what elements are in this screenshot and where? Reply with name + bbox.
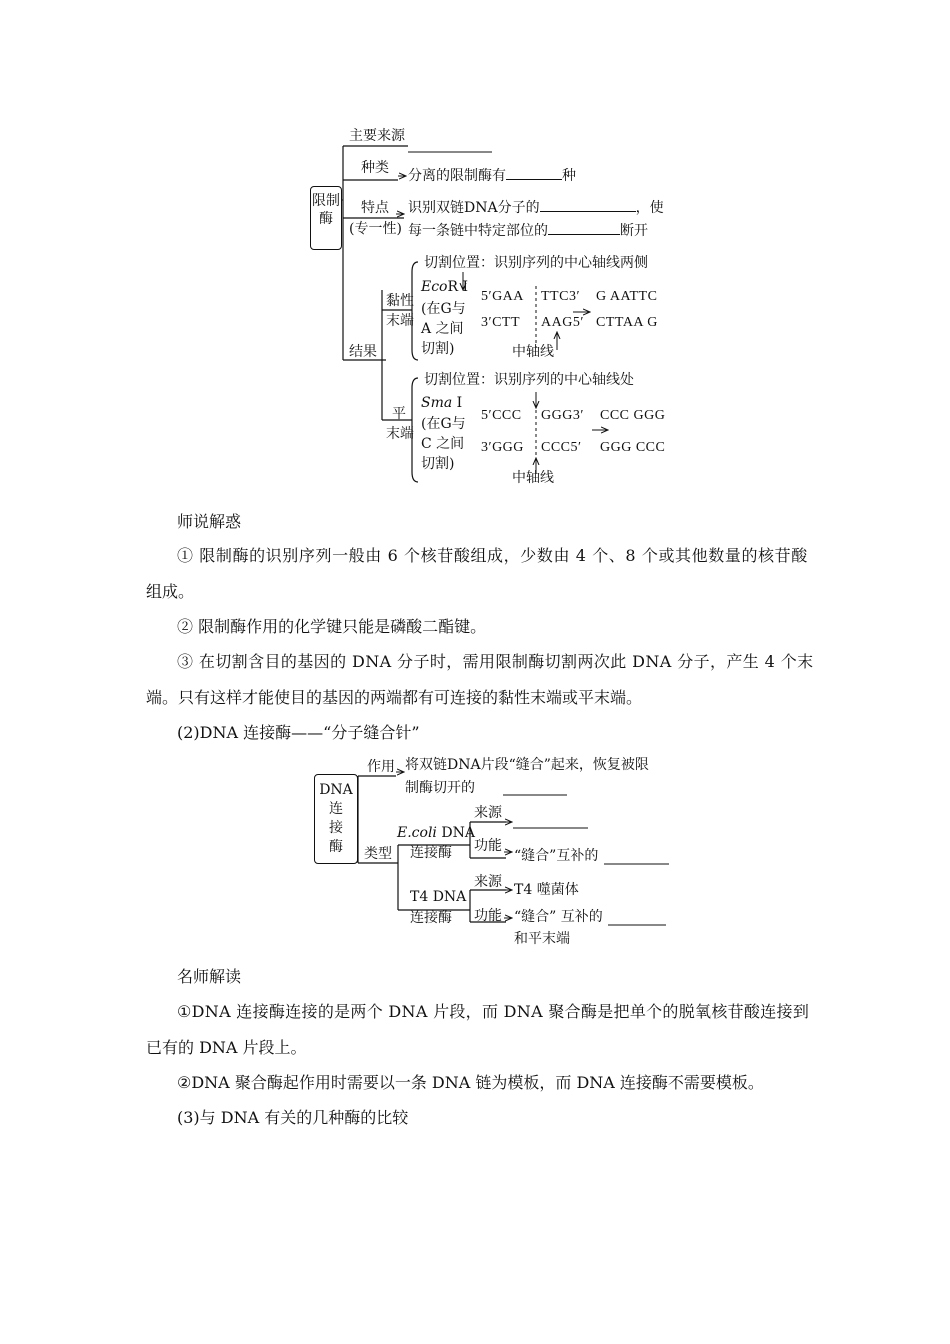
ecoli-function-text: “缝合”互补的 [514, 848, 599, 864]
subsection-3-heading: (3)与 DNA 有关的几种酶的比较 [177, 1108, 409, 1127]
effect-text-2: 制酶切开的 [405, 780, 475, 796]
sticky-label-2: 末端 [386, 313, 414, 329]
effect-label: 作用 [367, 759, 395, 775]
blunt-label-1: 平 [392, 406, 406, 422]
section1-p3-line1: ③ 在切割含目的基因的 DNA 分子时，需用限制酶切割两次此 DNA 分子，产生 4 个末 [177, 652, 814, 671]
types-label-2: 类型 [364, 846, 392, 862]
sticky-seq-bot-left: 3′CTT [481, 315, 521, 330]
sticky-seq-top-left: 5′GAA [481, 289, 524, 304]
t4-ligase-name-2: 连接酶 [410, 910, 452, 926]
sticky-note-3: 切割) [421, 341, 455, 357]
types-label: 种类 [361, 160, 389, 176]
blunt-note-2: C 之间 [421, 436, 465, 452]
root-box-dna-ligase: DNA 连 接 酶 [314, 774, 358, 864]
sticky-seq-bot-right: AAG5′ [541, 315, 584, 330]
section1-heading: 师说解惑 [177, 512, 242, 531]
blunt-axis-label: 中轴线 [512, 470, 554, 486]
blunt-cut-position: 切割位置：识别序列的中心轴线处 [424, 372, 634, 388]
sticky-result-bot: CTTAA G [596, 315, 658, 330]
blunt-seq-bot-right: CCC5′ [541, 440, 582, 455]
t4-function-label: 功能 [474, 908, 502, 924]
source-label: 主要来源 [349, 128, 405, 144]
sticky-cut-position: 切割位置：识别序列的中心轴线两侧 [424, 255, 648, 271]
sticky-result-top: G AATTC [596, 289, 658, 304]
ecoli-ligase-name: E.coli DNA [397, 825, 475, 841]
section1-p3-line2: 端。只有这样才能使目的基因的两端都有可连接的黏性末端或平末端。 [146, 688, 643, 707]
sticky-note-1: (在G与 [421, 301, 466, 317]
section2-p1-line1: ①DNA 连接酶连接的是两个 DNA 片段，而 DNA 聚合酶是把单个的脱氧核苷酸连接到 [177, 1002, 810, 1021]
sticky-seq-top-right: TTC3′ [541, 289, 581, 304]
feature-sub: (专一性) [349, 221, 402, 237]
feature-line1: 识别双链DNA分子的 ，使 [408, 197, 664, 216]
ecoli-ligase-name-2: 连接酶 [410, 845, 452, 861]
t4-function-text-2: 和平末端 [514, 931, 570, 947]
section2-p2: ②DNA 聚合酶起作用时需要以一条 DNA 链为模板，而 DNA 连接酶不需要模板。 [177, 1073, 764, 1092]
sticky-label-1: 黏性 [386, 293, 414, 309]
sticky-note-2: A 之间 [421, 321, 464, 337]
blunt-label-2: 末端 [386, 426, 414, 442]
t4-ligase-name: T4 DNA [410, 889, 467, 905]
t4-source-text: T4 噬菌体 [514, 882, 579, 898]
blunt-note-1: (在G与 [421, 416, 466, 432]
section1-p1-line2: 组成。 [146, 582, 195, 601]
feature-line2: 每一条链中特定部位的 断开 [408, 220, 648, 239]
subsection-2-heading: (2)DNA 连接酶——“分子缝合针” [177, 723, 420, 742]
blunt-seq-top-left: 5′CCC [481, 408, 522, 423]
types-text: 分离的限制酶有 种 [408, 165, 576, 184]
ecoli-source-label: 来源 [474, 805, 502, 821]
sticky-axis-label: 中轴线 [512, 344, 554, 360]
blunt-seq-bot-left: 3′GGG [481, 440, 524, 455]
effect-text-1: 将双链DNA片段“缝合”起来，恢复被限 [405, 757, 649, 773]
blunt-note-3: 切割) [421, 456, 455, 472]
section2-heading: 名师解读 [177, 967, 242, 986]
t4-function-text: “缝合” 互补的 [514, 909, 603, 925]
blunt-seq-top-right: GGG3′ [541, 408, 584, 423]
blunt-enzyme-name: Sma Ⅰ [421, 395, 463, 411]
section1-p2: ② 限制酶作用的化学键只能是磷酸二酯键。 [177, 617, 487, 636]
blunt-result-bot: GGG CCC [600, 440, 666, 455]
blunt-result-top: CCC GGG [600, 408, 666, 423]
sticky-enzyme-name: EcoR Ⅰ [421, 279, 469, 295]
section1-p1-line1: ① 限制酶的识别序列一般由 6 个核苷酸组成，少数由 4 个、8 个或其他数量的核苷酸 [177, 546, 808, 565]
feature-label: 特点 [361, 200, 389, 216]
root-label: 限制酶 [312, 193, 340, 227]
t4-source-label: 来源 [474, 874, 502, 890]
ecoli-function-label: 功能 [474, 838, 502, 854]
result-label: 结果 [349, 344, 377, 360]
section2-p1-line2: 已有的 DNA 片段上。 [146, 1038, 307, 1057]
